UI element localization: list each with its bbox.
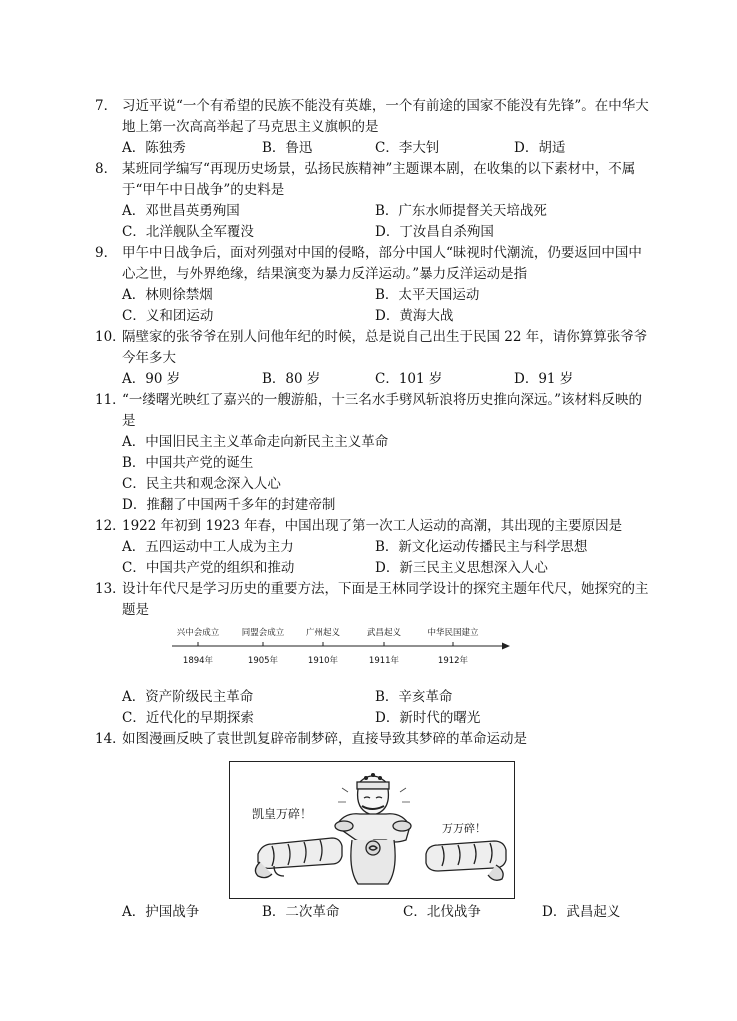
timeline-event: 广州起义	[305, 628, 341, 638]
question-stem: “一缕曙光映红了嘉兴的一艘游船，十三名水手劈风斩浪将历史推向深远。”该材料反映的是	[122, 392, 643, 429]
option-a[interactable]: A．邓世昌英勇殉国	[122, 203, 240, 219]
question-13-options	[95, 687, 655, 729]
cartoon-right-caption: 万万碎！	[442, 822, 486, 835]
option-d[interactable]: D．91 岁	[514, 371, 574, 387]
option-d[interactable]: D．丁汝昌自杀殉国	[375, 224, 494, 240]
option-b[interactable]: B．新文化运动传播民主与科学思想	[375, 539, 588, 555]
options-row	[122, 306, 655, 327]
question-stem: 1922 年初到 1923 年春，中国出现了第一次工人运动的高潮，其出现的主要原因是	[122, 518, 623, 534]
option-c[interactable]: C．中国共产党的组织和推动	[122, 560, 295, 576]
option-d[interactable]: D．武昌起义	[542, 904, 621, 920]
option-a[interactable]: A．中国旧民主主义革命走向新民主主义革命	[122, 434, 389, 450]
options-row	[122, 138, 655, 159]
timeline-year: 1894年	[182, 656, 214, 666]
timeline-event: 同盟会成立	[241, 628, 285, 638]
options-row	[122, 558, 655, 579]
option-c[interactable]: C．101 岁	[375, 371, 443, 387]
options-row	[122, 285, 655, 306]
option-c[interactable]: C．民主共和观念深入人心	[122, 476, 281, 492]
question-number: 7．	[95, 98, 118, 114]
timeline-year: 1905年	[247, 656, 279, 666]
question-stem: 习近平说“一个有希望的民族不能没有英雄，一个有前途的国家不能没有先锋”。在中华大地上第一次高高举起了马克思主义旗帜的是	[122, 98, 649, 135]
question-number: 9．	[95, 245, 118, 261]
question-stem: 某班同学编写“再现历史场景，弘扬民族精神”主题课本剧，在收集的以下素材中，不属于“甲午中日战争”的史料是	[122, 161, 636, 198]
question-number: 13．	[95, 581, 126, 597]
option-a[interactable]: A．五四运动中工人成为主力	[122, 539, 294, 555]
option-b[interactable]: B．80 岁	[262, 371, 321, 387]
cartoon-image	[229, 761, 515, 899]
option-b[interactable]: B．辛亥革命	[375, 689, 453, 705]
question-number: 10．	[95, 329, 126, 345]
question-12	[95, 516, 655, 579]
question-number: 14．	[95, 731, 126, 747]
option-d[interactable]: D．新三民主义思想深入人心	[375, 560, 548, 576]
option-a[interactable]: A．林则徐禁烟	[122, 287, 213, 303]
question-7	[95, 96, 655, 159]
option-c[interactable]: C．北洋舰队全军覆没	[122, 224, 254, 240]
option-c[interactable]: C．义和团运动	[122, 308, 214, 324]
question-14	[95, 729, 655, 750]
option-c[interactable]: C．李大钊	[375, 140, 440, 156]
question-stem: 隔壁家的张爷爷在别人问他年纪的时候，总是说自己出生于民国 22 年，请你算算张爷爷今年多大	[122, 329, 648, 366]
option-c[interactable]: C．近代化的早期探索	[122, 710, 254, 726]
option-d[interactable]: D．黄海大战	[375, 308, 454, 324]
question-8	[95, 159, 655, 243]
option-a[interactable]: A．资产阶级民主革命	[122, 689, 254, 705]
options-row	[122, 687, 655, 708]
option-c[interactable]: C．北伐战争	[403, 904, 481, 920]
question-stem: 设计年代尺是学习历史的重要方法，下面是王林同学设计的探究主题年代尺，她探究的主题是	[122, 581, 649, 618]
question-10	[95, 327, 655, 390]
option-a[interactable]: A．90 岁	[122, 371, 181, 387]
timeline-year: 1912年	[437, 656, 469, 666]
options-row	[122, 708, 655, 729]
timeline-year: 1910年	[307, 656, 339, 666]
question-number: 8．	[95, 161, 118, 177]
yuan-shikai-figure	[335, 774, 411, 884]
timeline-year: 1911年	[368, 656, 400, 666]
timeline-event: 兴中会成立	[176, 628, 220, 638]
options-row	[122, 201, 655, 222]
option-a[interactable]: A．陈独秀	[122, 140, 186, 156]
question-stem: 甲午中日战争后，面对列强对中国的侵略，部分中国人“昧视时代潮流，仍要返回中国中心之世，与外界绝缘，结果演变为暴力反洋运动。”暴力反洋运动是指	[122, 245, 642, 282]
question-number: 11．	[95, 392, 126, 408]
timeline-figure	[160, 622, 515, 670]
option-d[interactable]: D．新时代的曙光	[375, 710, 481, 726]
option-b[interactable]: B．二次革命	[262, 904, 340, 920]
options-row	[122, 369, 655, 390]
options-row	[122, 222, 655, 243]
question-13	[95, 579, 655, 621]
timeline-event: 中华民国建立	[427, 628, 479, 638]
option-b[interactable]: B．鲁迅	[262, 140, 313, 156]
options-row	[122, 902, 655, 923]
question-14-options	[95, 902, 655, 923]
option-a[interactable]: A．护国战争	[122, 904, 200, 920]
question-stem: 如图漫画反映了袁世凯复辟帝制梦碎，直接导致其梦碎的革命运动是	[122, 731, 527, 747]
option-d[interactable]: D．胡适	[514, 140, 566, 156]
option-d[interactable]: D．推翻了中国两千多年的封建帝制	[122, 497, 336, 513]
option-b[interactable]: B．中国共产党的诞生	[122, 455, 254, 471]
options-row	[122, 537, 655, 558]
option-b[interactable]: B．太平天国运动	[375, 287, 480, 303]
right-hand-scroll	[426, 841, 506, 880]
options-list	[122, 432, 655, 516]
left-hand-scroll	[255, 838, 342, 878]
question-number: 12．	[95, 518, 126, 534]
cartoon-left-caption: 凯皇万碎！	[252, 807, 313, 821]
timeline-event: 武昌起义	[366, 628, 402, 638]
question-9	[95, 243, 655, 327]
option-b[interactable]: B．广东水师提督关天培战死	[375, 203, 547, 219]
question-11	[95, 390, 655, 516]
